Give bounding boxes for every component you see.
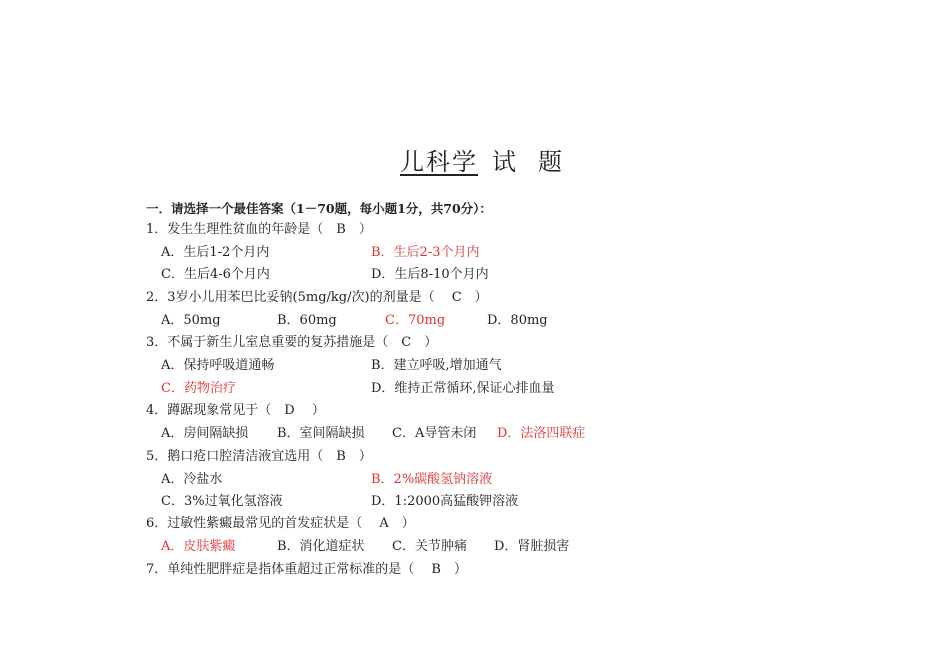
q1-option-a: A．生后1-2个月内 xyxy=(161,245,270,260)
q2-option-d: D．80mg xyxy=(487,313,548,328)
title-word-1: 试 xyxy=(492,148,518,176)
q4-option-c: C．A导管未闭 xyxy=(392,426,477,441)
q5-option-d: D．1:2000高猛酸钾溶液 xyxy=(371,494,519,509)
q4-option-a: A．房间隔缺损 xyxy=(161,426,249,441)
q5-option-a: A．冷盐水 xyxy=(161,472,223,487)
q2-option-c: C．70mg xyxy=(385,313,446,328)
q1-option-d: D．生后8-10个月内 xyxy=(371,267,489,282)
question-4-stem: 4．蹲踞现象常见于（ D ） xyxy=(146,403,325,418)
exam-title xyxy=(0,142,950,177)
question-1-stem: 1．发生生理性贫血的年龄是（ B ） xyxy=(146,222,372,237)
q3-option-a: A．保持呼吸道通畅 xyxy=(161,358,275,373)
question-5-stem: 5．鹅口疮口腔清洁液宜选用（ B ） xyxy=(146,449,372,464)
question-3-stem: 3．不属于新生儿室息重要的复苏措施是（ C ） xyxy=(146,335,438,350)
q1-option-b: B．生后2-3个月内 xyxy=(371,245,480,260)
q6-option-a: A．皮肤紫癜 xyxy=(161,539,236,554)
q4-option-b: B．室间隔缺损 xyxy=(277,426,365,441)
q3-option-c: C．药物治疗 xyxy=(161,381,236,396)
q6-option-c: C．关节肿痛 xyxy=(392,539,467,554)
question-2-stem: 2．3岁小儿用苯巴比妥钠(5mg/kg/次)的剂量是（ C ） xyxy=(146,290,488,305)
title-word-2: 题 xyxy=(538,148,564,176)
q2-option-a: A．50mg xyxy=(161,313,221,328)
section-heading: 一．请选择一个最佳答案（1－70题，每小题1分，共70分）： xyxy=(146,201,492,216)
question-7-stem: 7．单纯性肥胖症是指体重超过正常标准的是（ B ） xyxy=(146,562,467,577)
q1-option-c: C．生后4-6个月内 xyxy=(161,267,270,282)
q3-option-b: B．建立呼吸,增加通气 xyxy=(371,358,502,373)
q2-option-b: B．60mg xyxy=(277,313,337,328)
question-6-stem: 6．过敏性紫癜最常见的首发症状是（ A ） xyxy=(146,516,415,531)
q4-option-d: D．法洛四联症 xyxy=(497,426,586,441)
q6-option-b: B．消化道症状 xyxy=(277,539,365,554)
q3-option-d: D．维持正常循环,保证心排血量 xyxy=(371,381,555,396)
q6-option-d: D．肾脏损害 xyxy=(494,539,570,554)
title-subject: 儿科学 xyxy=(400,148,478,176)
q5-option-b: B．2%碳酸氢钠溶液 xyxy=(371,472,493,487)
q5-option-c: C．3%过氧化氢溶液 xyxy=(161,494,283,509)
